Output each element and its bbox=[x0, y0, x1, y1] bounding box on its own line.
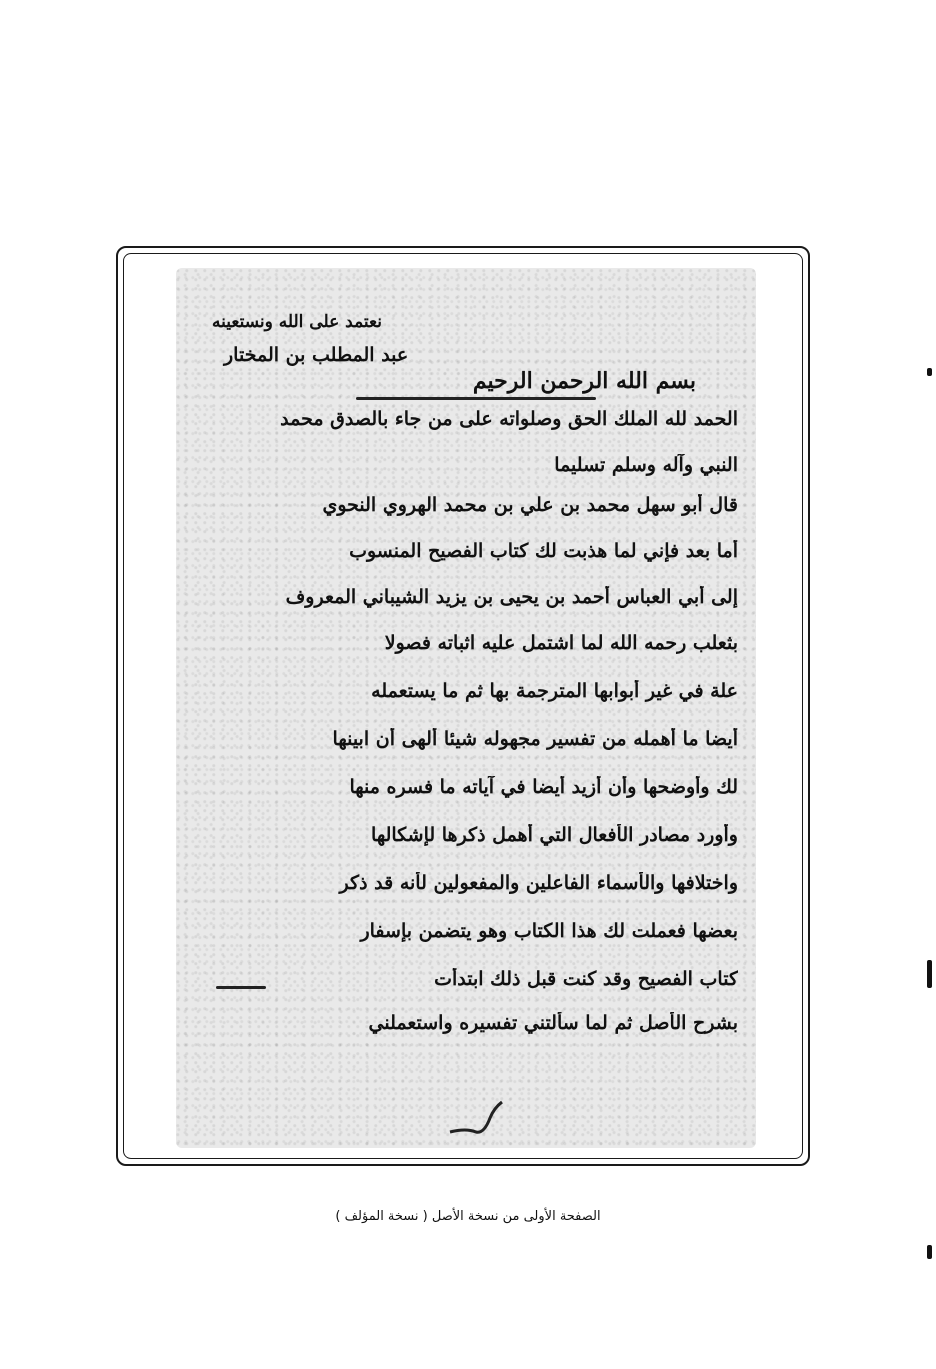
manuscript-line: قال أبو سهل محمد بن علي بن محمد الهروي النحوي bbox=[322, 494, 738, 516]
manuscript-line: واختلافها والأسماء الفاعلين والمفعولين لأنه قد ذكر bbox=[339, 872, 738, 894]
manuscript-line: بعضها فعملت لك هذا الكتاب وهو يتضمن بإسفار bbox=[360, 920, 738, 942]
manuscript-line: لك وأوضحها وأن أزيد أيضا في آياته ما فسره منها bbox=[349, 776, 738, 798]
edge-mark bbox=[927, 960, 932, 988]
manuscript-line: النبي وآله وسلم تسليما bbox=[554, 454, 738, 476]
manuscript-line: أما بعد فإني لما هذبت لك كتاب الفصيح المنسوب bbox=[349, 540, 738, 562]
manuscript-line: بشرح الأصل ثم لما سألتني تفسيره واستعملني bbox=[368, 1012, 738, 1034]
manuscript-line: الحمد لله الملك الحق وصلواته على من جاء بالصدق محمد bbox=[280, 408, 738, 430]
manuscript-line: بثعلب رحمه الله لما اشتمل عليه اثباته فصولا bbox=[384, 632, 738, 654]
marginal-note: نعتمد على الله ونستعينه bbox=[212, 312, 382, 332]
manuscript-line: علة في غير أبوابها المترجمة بها ثم ما يستعمله bbox=[371, 680, 738, 702]
manuscript-line: إلى أبي العباس أحمد بن يحيى بن يزيد الشيباني المعروف bbox=[285, 586, 738, 608]
basmala-line: بسم الله الرحمن الرحيم bbox=[472, 368, 696, 394]
marginal-note: عبد المطلب بن المختار bbox=[224, 344, 409, 366]
image-frame bbox=[116, 246, 810, 1166]
underline-stroke bbox=[356, 397, 596, 400]
line-extension-stroke bbox=[216, 986, 266, 989]
figure-caption: الصفحة الأولى من نسخة الأصل ( نسخة المؤلف ) bbox=[335, 1209, 601, 1224]
edge-mark bbox=[927, 1245, 932, 1259]
edge-mark bbox=[927, 368, 932, 376]
manuscript-line: أيضا ما أهمله من تفسير مجهوله شيئا ألهى أن ابينها bbox=[332, 728, 738, 750]
image-frame-inner bbox=[123, 253, 803, 1159]
manuscript-page bbox=[176, 268, 756, 1148]
manuscript-line: وأورد مصادر الأفعال التي أهمل ذكرها لإشكالها bbox=[371, 824, 738, 846]
end-flourish-icon bbox=[446, 1098, 506, 1138]
manuscript-line: كتاب الفصيح وقد كنت قبل ذلك ابتدأت bbox=[434, 968, 738, 990]
